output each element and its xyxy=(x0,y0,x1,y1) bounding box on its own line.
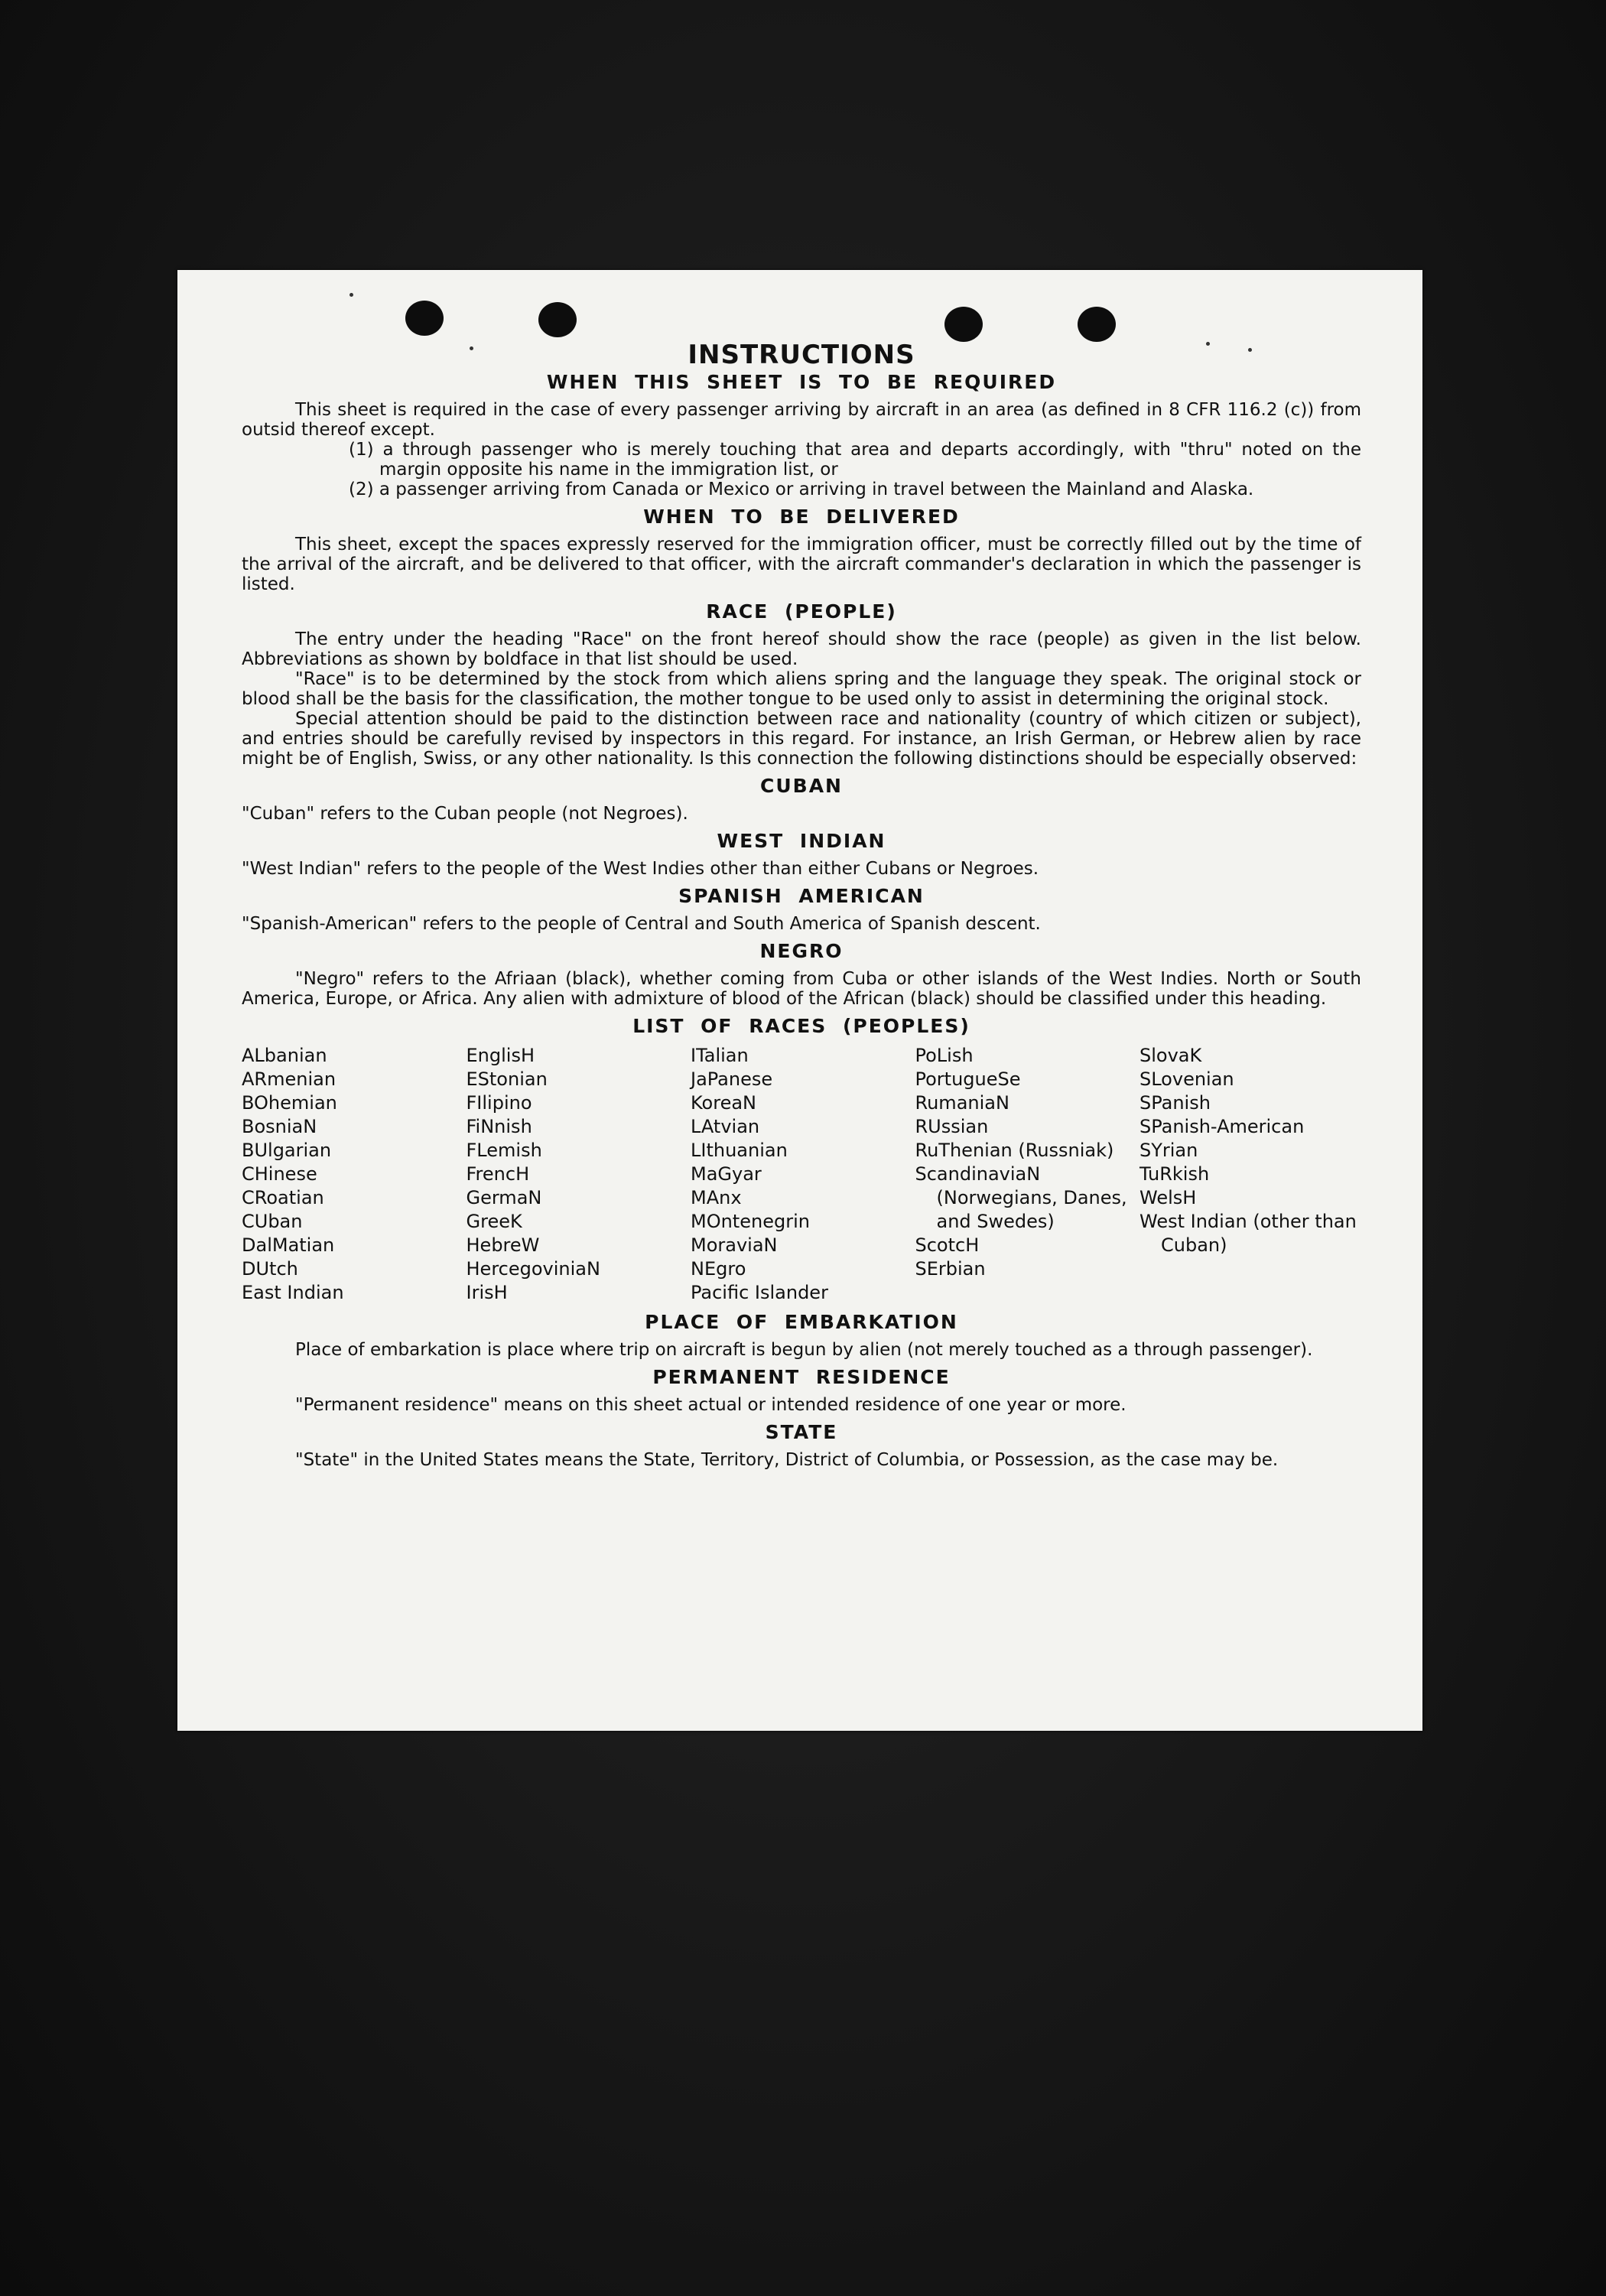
race-item: ScotcH xyxy=(915,1234,980,1256)
race-item: GreeK xyxy=(466,1211,522,1232)
race-paragraph-1: The entry under the heading "Race" on the front hereof should show the race (people) as given in the list below. Abbreviations as shown by boldface in that list should be used. xyxy=(242,629,1361,669)
race-item: RumaniaN xyxy=(915,1092,1009,1114)
cuban-text: "Cuban" refers to the Cuban people (not Negroes). xyxy=(242,804,688,824)
page-title: INSTRUCTIONS xyxy=(688,340,915,370)
heading-race: RACE (PEOPLE) xyxy=(706,600,897,623)
embarkation-text: Place of embarkation is place where trip on aircraft is begun by alien (not merely touched as a through passenger). xyxy=(295,1340,1313,1360)
west-indian-text: "West Indian" refers to the people of the West Indies other than either Cubans or Negroes. xyxy=(242,859,1039,879)
race-column xyxy=(242,1044,463,1305)
race-item: KoreaN xyxy=(691,1092,756,1114)
race-item: CUban xyxy=(242,1211,303,1232)
race-item: JaPanese xyxy=(691,1068,773,1090)
heading-when-delivered: WHEN TO BE DELIVERED xyxy=(643,506,960,528)
permanent-residence-text: "Permanent residence" means on this sheet actual or intended residence of one year or more. xyxy=(295,1395,1126,1415)
race-item: FrencH xyxy=(466,1163,530,1185)
race-item: RUssian xyxy=(915,1116,989,1137)
instructions-content xyxy=(242,340,1363,1470)
race-item: BOhemian xyxy=(242,1092,337,1114)
heading-spanish-american: SPANISH AMERICAN xyxy=(678,885,925,907)
race-item: LAtvian xyxy=(691,1116,760,1137)
race-item: SlovaK xyxy=(1139,1045,1202,1066)
race-list xyxy=(242,1044,1361,1305)
race-column xyxy=(691,1044,912,1305)
heading-when-required: WHEN THIS SHEET IS TO BE REQUIRED xyxy=(546,371,1057,393)
race-item: DUtch xyxy=(242,1258,298,1280)
spanish-american-text: "Spanish-American" refers to the people of Central and South America of Spanish descent. xyxy=(242,914,1041,934)
race-column xyxy=(1139,1044,1361,1305)
race-item: SPanish-American xyxy=(1139,1116,1305,1137)
race-item: TuRkish xyxy=(1139,1163,1210,1185)
race-item: PoLish xyxy=(915,1045,974,1066)
race-paragraph-2: "Race" is to be determined by the stock from which aliens spring and the language they speak. The original stock or blood shall be the basis for the classification, the mother tongue to be used only to assist in determining the original stock. xyxy=(242,669,1361,709)
race-column xyxy=(467,1044,688,1305)
race-item: ScandinaviaN (Norwegians, Danes, and Swedes) xyxy=(915,1163,1133,1232)
race-item: HercegoviniaN xyxy=(466,1258,600,1280)
race-item: RuThenian (Russniak) xyxy=(915,1140,1114,1161)
race-item: HebreW xyxy=(466,1234,540,1256)
race-item: EnglisH xyxy=(466,1045,535,1066)
race-item: DalMatian xyxy=(242,1234,335,1256)
race-item: SErbian xyxy=(915,1258,986,1280)
race-item: MoraviaN xyxy=(691,1234,778,1256)
heading-cuban: CUBAN xyxy=(760,775,843,797)
when-delivered-text: This sheet, except the spaces expressly reserved for the immigration officer, must be correctly filled out by the time of the arrival of the aircraft, and be delivered to that officer, with the aircraft commander's declaration in which the passenger is listed. xyxy=(242,535,1361,594)
race-item: NEgro xyxy=(691,1258,746,1280)
race-item: CHinese xyxy=(242,1163,317,1185)
instruction-sheet xyxy=(177,270,1422,1731)
state-text: "State" in the United States means the State, Territory, District of Columbia, or Possession, as the case may be. xyxy=(295,1450,1279,1470)
race-item: SYrian xyxy=(1139,1140,1198,1161)
race-item: SPanish xyxy=(1139,1092,1211,1114)
race-item: FLemish xyxy=(466,1140,542,1161)
race-paragraph-3: Special attention should be paid to the distinction between race and nationality (country of which citizen or subject), and entries should be carefully revised by inspectors in this regard. For instance, an Irish German, or Hebrew alien by race might be of English, Swiss, or any other nationality. Is this connection the following distinctions should be especially observed: xyxy=(242,709,1361,769)
punch-hole xyxy=(538,302,577,337)
race-item: Pacific Islander xyxy=(691,1282,828,1303)
punch-hole xyxy=(1078,307,1116,342)
race-item: MAnx xyxy=(691,1187,742,1208)
race-column xyxy=(915,1044,1137,1305)
heading-list-of-races: LIST OF RACES (PEOPLES) xyxy=(632,1015,970,1037)
race-item: ITalian xyxy=(691,1045,749,1066)
race-item: West Indian (other than Cuban) xyxy=(1139,1211,1363,1256)
when-required-item-2: (2) a passenger arriving from Canada or Mexico or arriving in travel between the Mainland and Alaska. xyxy=(349,480,1254,499)
punch-hole xyxy=(405,301,444,336)
race-item: MOntenegrin xyxy=(691,1211,810,1232)
speck xyxy=(349,293,353,297)
race-item: East Indian xyxy=(242,1282,344,1303)
heading-permanent-residence: PERMANENT RESIDENCE xyxy=(652,1366,951,1388)
race-item: ARmenian xyxy=(242,1068,336,1090)
race-item: GermaN xyxy=(466,1187,542,1208)
when-required-item-1: (1) a through passenger who is merely touching that area and departs accordingly, with "thru" noted on the margin opposite his name in the immigration list, or xyxy=(349,440,1361,480)
race-item: SLovenian xyxy=(1139,1068,1234,1090)
punch-hole xyxy=(944,307,983,342)
race-item: FIlipino xyxy=(466,1092,532,1114)
race-item: LIthuanian xyxy=(691,1140,788,1161)
race-item: WelsH xyxy=(1139,1187,1197,1208)
race-item: BUlgarian xyxy=(242,1140,332,1161)
heading-negro: NEGRO xyxy=(759,940,844,962)
race-item: CRoatian xyxy=(242,1187,324,1208)
race-item: EStonian xyxy=(466,1068,548,1090)
race-item: FiNnish xyxy=(466,1116,532,1137)
heading-state: STATE xyxy=(765,1421,838,1443)
race-item: MaGyar xyxy=(691,1163,762,1185)
race-item: PortugueSe xyxy=(915,1068,1021,1090)
negro-text: "Negro" refers to the Afriaan (black), whether coming from Cuba or other islands of the West Indies. North or South America, Europe, or Africa. Any alien with admixture of blood of the African (black) should be classified under this heading. xyxy=(242,969,1361,1009)
when-required-intro: This sheet is required in the case of every passenger arriving by aircraft in an area (as defined in 8 CFR 116.2 (c)) from outsid thereof except. xyxy=(242,400,1361,440)
race-item: BosniaN xyxy=(242,1116,317,1137)
heading-embarkation: PLACE OF EMBARKATION xyxy=(645,1311,958,1333)
race-item: ALbanian xyxy=(242,1045,327,1066)
heading-west-indian: WEST INDIAN xyxy=(717,830,886,852)
race-item: IrisH xyxy=(466,1282,508,1303)
